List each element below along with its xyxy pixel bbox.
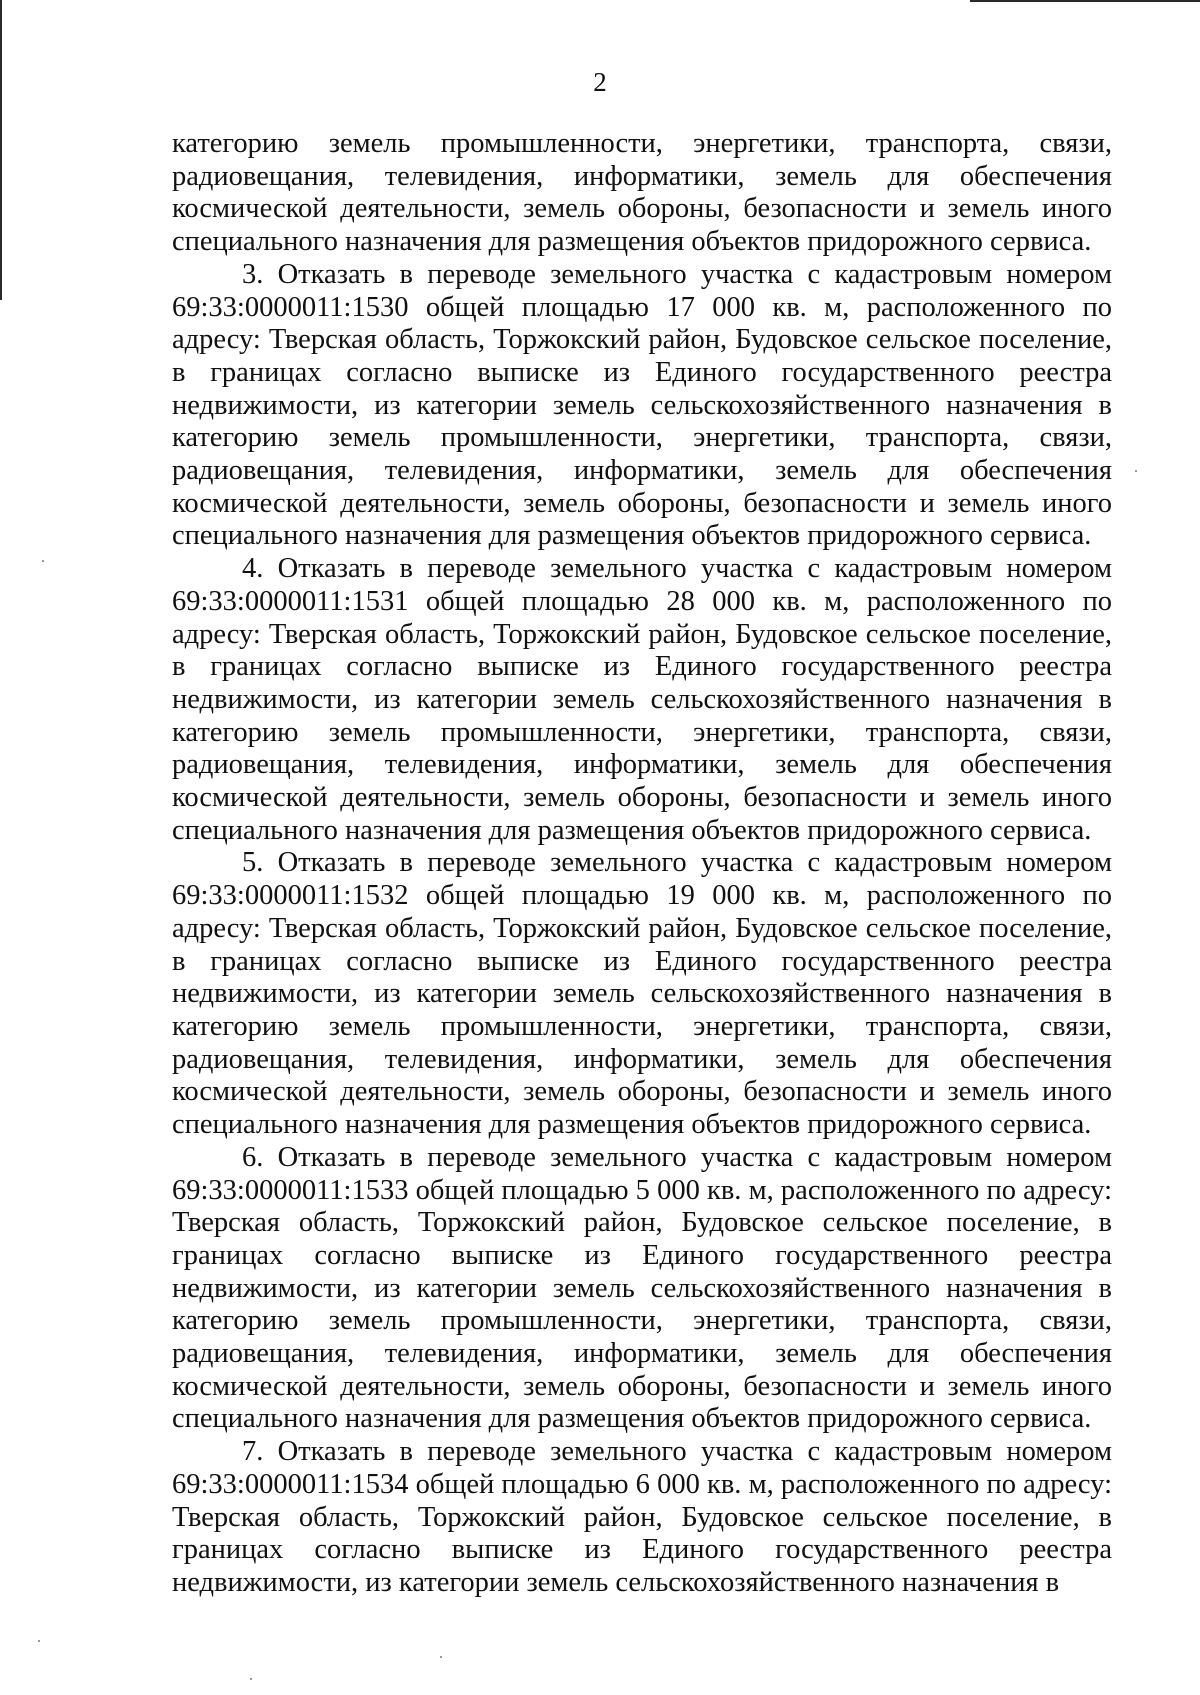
paragraph-item-3: 3. Отказать в переводе земельного участка с кадастровым номером 69:33:0000011:1530 общей площадью 17 000 кв. м, расположенного по адресу: Тверская область, Торжокский район, Будовское сельское поселение, в границах согласно выписке из Единого государственного реестра недвижимости, из категории земель сельскохозяйственного назначения в категорию земель промышленности, энергетики, транспорта, связи, радиовещания, телевидения, информатики, земель для обеспечения космической деятельности, земель обороны, безопасности и земель иного специального назначения для размещения объектов придорожного сервиса. — [172, 258, 1112, 552]
scan-border-top — [970, 0, 1200, 2]
scan-speck — [42, 560, 44, 562]
paragraph-item-6: 6. Отказать в переводе земельного участка с кадастровым номером 69:33:0000011:1533 общей площадью 5 000 кв. м, расположенного по адресу: Тверская область, Торжокский район, Будовское сельское поселение, в границах согласно выписке из Единого государственного реестра недвижимости, из категории земель сельскохозяйственного назначения в категорию земель промышленности, энергетики, транспорта, связи, радиовещания, телевидения, информатики, земель для обеспечения космической деятельности, земель обороны, безопасности и земель иного специального назначения для размещения объектов придорожного сервиса. — [172, 1141, 1112, 1435]
paragraph-item-7: 7. Отказать в переводе земельного участка с кадастровым номером 69:33:0000011:1534 общей площадью 6 000 кв. м, расположенного по адресу: Тверская область, Торжокский район, Будовское сельское поселение, в границах согласно выписке из Единого государственного реестра недвижимости, из категории земель сельскохозяйственного назначения в — [172, 1436, 1112, 1598]
document-body — [172, 128, 1112, 1600]
page-number: 2 — [593, 67, 607, 97]
paragraph-continuation: категорию земель промышленности, энергетики, транспорта, связи, радиовещания, телевидения, информатики, земель для обеспечения космической деятельности, земель обороны, безопасности и земель иного специального назначения для размещения объектов придорожного сервиса. — [172, 128, 1112, 258]
scan-speck — [1135, 470, 1137, 472]
paragraph-item-5: 5. Отказать в переводе земельного участка с кадастровым номером 69:33:0000011:1532 общей площадью 19 000 кв. м, расположенного по адресу: Тверская область, Торжокский район, Будовское сельское поселение, в границах согласно выписке из Единого государственного реестра недвижимости, из категории земель сельскохозяйственного назначения в категорию земель промышленности, энергетики, транспорта, связи, радиовещания, телевидения, информатики, земель для обеспечения космической деятельности, земель обороны, безопасности и земель иного специального назначения для размещения объектов придорожного сервиса. — [172, 847, 1112, 1141]
scan-speck — [250, 1678, 252, 1680]
scan-speck — [38, 1640, 40, 1642]
paragraph-item-4: 4. Отказать в переводе земельного участка с кадастровым номером 69:33:0000011:1531 общей площадью 28 000 кв. м, расположенного по адресу: Тверская область, Торжокский район, Будовское сельское поселение, в границах согласно выписке из Единого государственного реестра недвижимости, из категории земель сельскохозяйственного назначения в категорию земель промышленности, энергетики, транспорта, связи, радиовещания, телевидения, информатики, земель для обеспечения космической деятельности, земель обороны, безопасности и земель иного специального назначения для размещения объектов придорожного сервиса. — [172, 553, 1112, 846]
scan-speck — [440, 1656, 442, 1658]
scan-border-left — [0, 0, 2, 300]
